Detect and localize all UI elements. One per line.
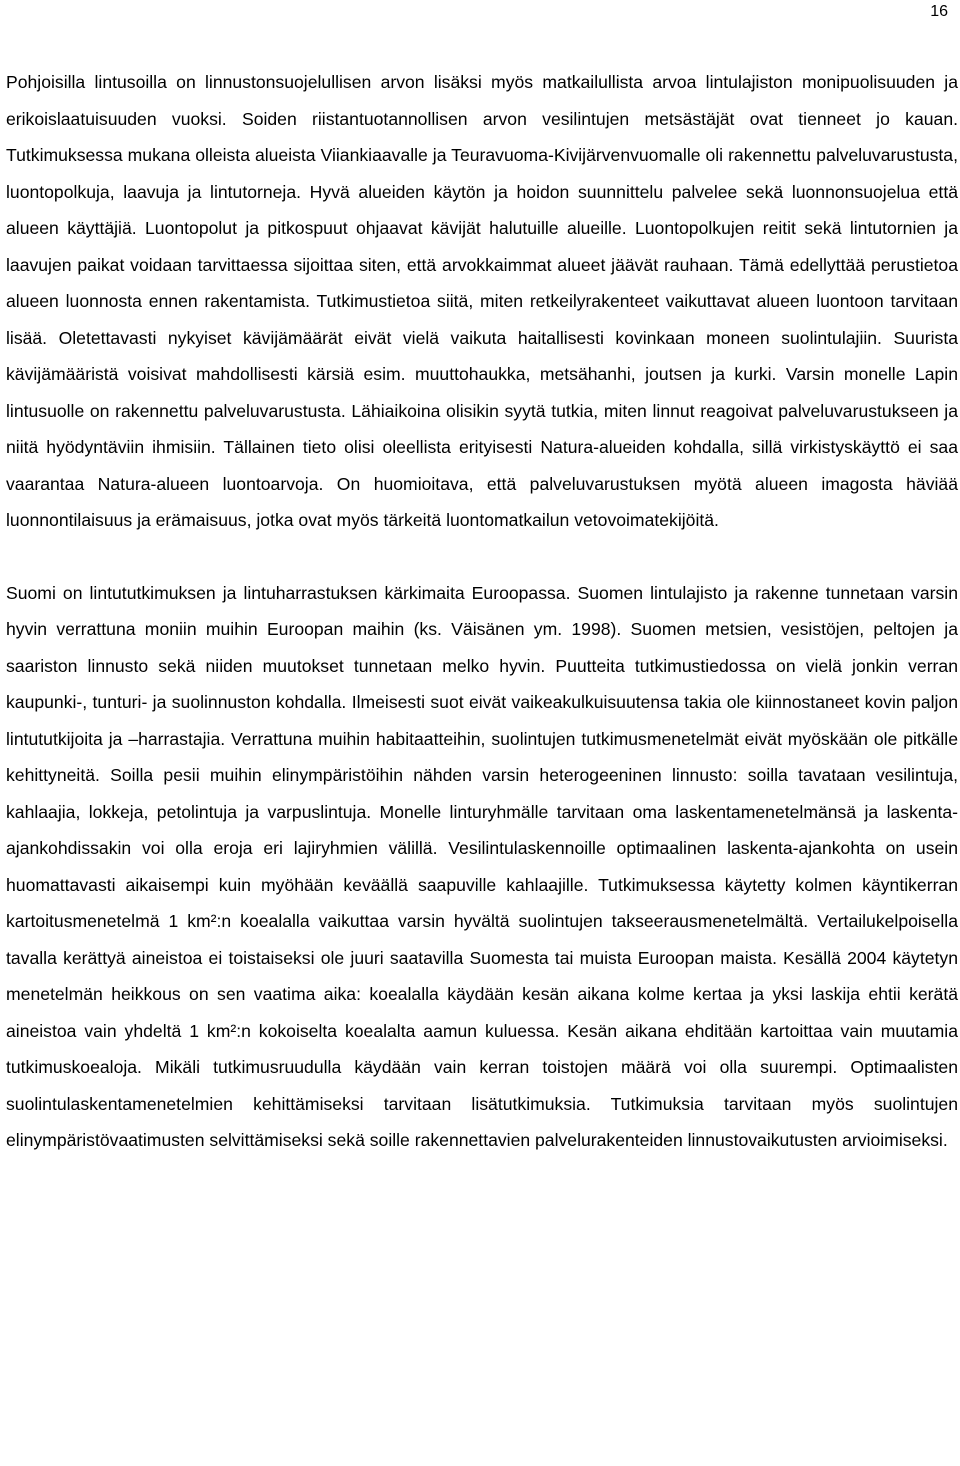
page-number: 16 bbox=[930, 3, 948, 20]
paragraph-tourism-value: Pohjoisilla lintusoilla on linnustonsuojelullisen arvon lisäksi myös matkailullista arvoa lintulajiston monipuolisuuden ja erikoislaatuisuuden vuoksi. Soiden riistantuotannollisen arvon vesilintujen metsästäjät ovat tienneet jo kauan. Tutkimuksessa mukana olleista alueista Viiankiaavalle ja Teuravuoma-Kivijärvenvuomalle oli rakennettu palveluvarustusta, luontopolkuja, laavuja ja lintutorneja. Hyvä alueiden käytön ja hoidon suunnittelu palvelee sekä luonnonsuojelua että alueen käyttäjiä. Luontopolut ja pitkospuut ohjaavat kävijät halutuille alueille. Luontopolkujen reitit sekä lintutornien ja laavujen paikat voidaan tarvittaessa sijoittaa siten, että arvokkaimmat alueet jäävät rauhaan. Tämä edellyttää perustietoa alueen luonnosta ennen rakentamista. Tutkimustietoa siitä, miten retkeilyrakenteet vaikuttavat alueen luontoon tarvitaan lisää. Oletettavasti nykyiset kävijämäärät eivät vielä vaikuta haitallisesti kovinkaan moneen suolintulajiin. Suurista kävijämääristä voisivat mahdollisesti kärsiä esim. muuttohaukka, metsähanhi, joutsen ja kurki. Varsin monelle Lapin lintusuolle on rakennettu palveluvarustusta. Lähiaikoina olisikin syytä tutkia, miten linnut reagoivat palveluvarustukseen ja niitä hyödyntäviin ihmisiin. Tällainen tieto olisi oleellista erityisesti Natura-alueiden kohdalla, sillä virkistyskäyttö ei saa vaarantaa Natura-alueen luontoarvoja. On huomioitava, että palveluvarustuksen myötä alueen imagosta häviää luonnontilaisuus ja erämaisuus, jotka ovat myös tärkeitä luontomatkailun vetovoimatekijöitä. bbox=[6, 72, 958, 530]
document-body bbox=[6, 64, 958, 1159]
paragraph-bird-research: Suomi on lintututkimuksen ja lintuharrastuksen kärkimaita Euroopassa. Suomen lintulajisto ja rakenne tunnetaan varsin hyvin verrattuna moniin muihin Euroopan maihin (ks. Väisänen ym. 1998). Suomen metsien, vesistöjen, peltojen ja saariston linnusto sekä niiden muutokset tunnetaan melko hyvin. Puutteita tutkimustiedossa on vielä jonkin verran kaupunki-, tunturi- ja suolinnuston kohdalla. Ilmeisesti suot eivät vaikeakulkuisuutensa takia ole kiinnostaneet kovin paljon lintututkijoita ja –harrastajia. Verrattuna muihin habitaatteihin, suolintujen tutkimusmenetelmät eivät myöskään ole pitkälle kehittyneitä. Soilla pesii muihin elinympäristöihin nähden varsin heterogeeninen linnusto: soilla tavataan vesilintuja, kahlaajia, lokkeja, petolintuja ja varpuslintuja. Monelle linturyhmälle tarvitaan oma laskentamenetelmänsä ja laskenta-ajankohdissakin voi olla eroja eri lajiryhmien välillä. Vesilintulaskennoille optimaalinen laskenta-ajankohta on usein huomattavasti aikaisempi kuin myöhään keväällä saapuville kahlaajille. Tutkimuksessa käytetty kolmen käyntikerran kartoitusmenetelmä 1 km²:n koealalla vaikuttaa varsin hyvältä suolintujen takseerausmenetelmältä. Vertailukelpoisella tavalla kerättyä aineistoa ei toistaiseksi ole juuri saatavilla Suomesta tai muista Euroopan maista. Kesällä 2004 käytetyn menetelmän heikkous on sen vaatima aika: koealalla käydään kesän aikana kolme kertaa ja yksi laskija ehtii kerätä aineistoa vain yhdeltä 1 km²:n kokoiselta koealalta aamun kuluessa. Kesän aikana ehditään kartoittaa vain muutamia tutkimuskoealoja. Mikäli tutkimusruudulla käydään vain kerran toistojen määrä voi olla suurempi. Optimaalisten suolintulaskentamenetelmien kehittämiseksi tarvitaan lisätutkimuksia. Tutkimuksia tarvitaan myös suolintujen elinympäristövaatimusten selvittämiseksi sekä soille rakennettavien palvelurakenteiden linnustovaikutusten arvioimiseksi. bbox=[6, 582, 958, 1150]
